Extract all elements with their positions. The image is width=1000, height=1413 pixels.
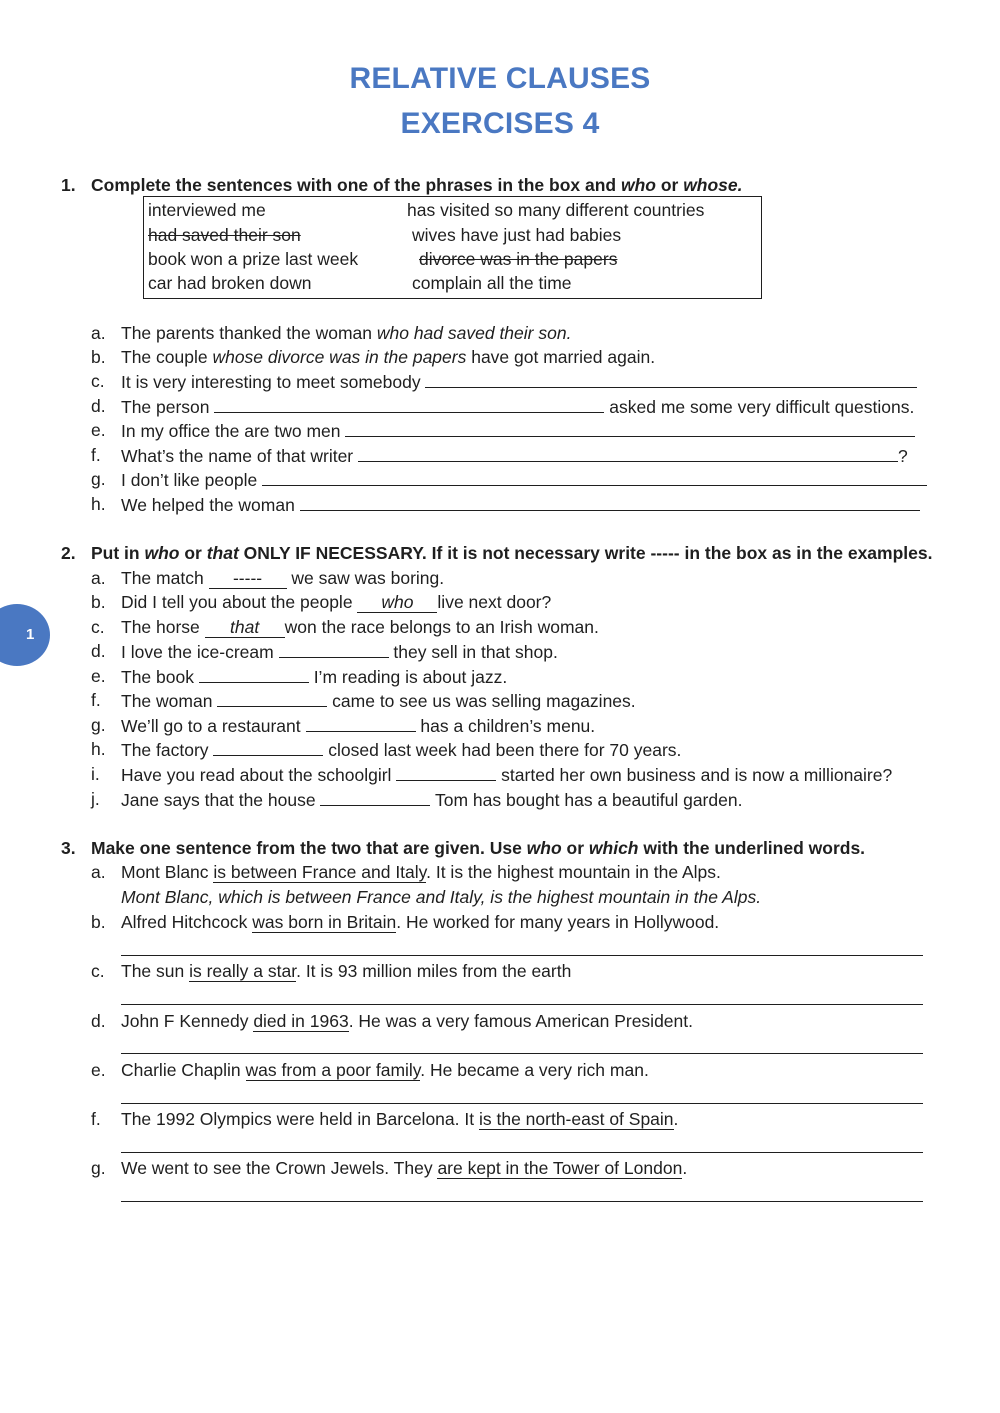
answer-blank[interactable] xyxy=(345,420,915,437)
page-subtitle: EXERCISES 4 xyxy=(400,107,600,140)
section1-heading: Complete the sentences with one of the phrases in the box and who or whose. xyxy=(91,175,743,195)
section2-number: 2. xyxy=(61,543,76,563)
answer-blank[interactable] xyxy=(300,494,920,511)
answer-blank[interactable]: ----- xyxy=(209,568,287,589)
answer-line[interactable] xyxy=(121,1152,923,1153)
phrase: interviewed me xyxy=(148,200,266,220)
section1-number: 1. xyxy=(61,175,76,195)
phrase-used: had saved their son xyxy=(148,225,301,245)
answer-blank[interactable] xyxy=(199,666,309,683)
answer-blank[interactable]: that xyxy=(205,617,285,638)
phrase: wives have just had babies xyxy=(412,225,622,245)
answer-line[interactable] xyxy=(121,955,923,956)
answer-line[interactable] xyxy=(121,1053,923,1054)
answer-line[interactable] xyxy=(121,1103,923,1104)
phrase: book won a prize last week xyxy=(148,249,359,269)
answer-blank[interactable] xyxy=(306,715,416,732)
answer-blank[interactable] xyxy=(358,445,898,462)
answer-blank[interactable] xyxy=(396,764,496,781)
answer-blank[interactable] xyxy=(217,690,327,707)
answer-blank[interactable] xyxy=(425,371,917,388)
section3-heading: Make one sentence from the two that are given. Use who or which with the underlined words. xyxy=(91,838,866,858)
phrase: complain all the time xyxy=(412,273,572,293)
answer-blank[interactable] xyxy=(262,469,927,486)
phrase-used: divorce was in the papers xyxy=(419,249,618,269)
section3-number: 3. xyxy=(61,838,76,858)
answer-blank[interactable] xyxy=(214,396,604,413)
s3-example-answer: Mont Blanc, which is between France and Italy, is the highest mountain in the Alps. xyxy=(121,887,762,907)
answer-blank[interactable] xyxy=(279,641,389,658)
page-title: RELATIVE CLAUSES xyxy=(349,62,651,95)
section2-heading: Put in who or that ONLY IF NECESSARY. If it is not necessary write ----- in the box as in the examples. xyxy=(91,543,933,563)
phrase: has visited so many different countries xyxy=(407,200,705,220)
answer-line[interactable] xyxy=(121,1004,923,1005)
answer-line[interactable] xyxy=(121,1201,923,1202)
answer-blank[interactable] xyxy=(213,739,323,756)
answer-blank[interactable] xyxy=(320,789,430,806)
page-number-badge[interactable]: 1 xyxy=(0,604,50,666)
phrase: car had broken down xyxy=(148,273,312,293)
answer-blank[interactable]: who xyxy=(357,592,437,613)
